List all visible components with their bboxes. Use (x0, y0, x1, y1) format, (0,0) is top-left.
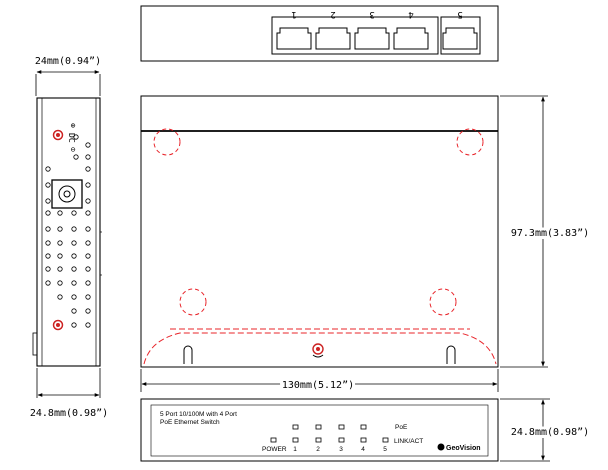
dc-label: DC (67, 133, 76, 143)
svg-text:GeoVision: GeoVision (446, 445, 481, 452)
port-number-4: 4 (408, 9, 414, 19)
dim-label-width: 130mm(5.12”) (281, 380, 355, 391)
port-number-1: 1 (291, 9, 297, 19)
side-clip (33, 333, 37, 355)
rj45-port-1 (277, 28, 311, 49)
model-text-line2: PoE Ethernet Switch (160, 419, 220, 426)
power-label: POWER (262, 446, 287, 453)
plan-view-outline (141, 96, 498, 367)
center-screw-icon (313, 344, 323, 357)
screw-bottom (54, 321, 63, 330)
dim-label-front-height: 24.8mm(0.98”) (510, 427, 590, 438)
polarity-minus-icon: ⊖ (70, 145, 76, 154)
geovision-logo (438, 444, 481, 453)
mount-hole-markers (154, 129, 483, 315)
rj45-port-5 (443, 28, 477, 49)
top-view (141, 6, 498, 61)
front-port-label-2: 2 (316, 446, 320, 453)
port-number-5: 5 (457, 9, 463, 19)
link-act-label: LINK/ACT (394, 438, 424, 445)
plan-view (141, 96, 589, 392)
port-block-5 (441, 17, 480, 54)
port-number-2: 2 (330, 9, 336, 19)
front-port-label-5: 5 (383, 446, 387, 453)
rj45-port-2 (316, 28, 350, 49)
poe-led-row (293, 425, 366, 429)
bottom-profile-outline (144, 333, 496, 364)
side-view (30, 56, 108, 419)
screw-top (54, 131, 63, 140)
front-panel (141, 399, 589, 461)
ventilation-holes (46, 135, 90, 327)
link-led-row (271, 438, 388, 442)
dim-label-height: 97.3mm(3.83”) (510, 228, 590, 239)
poe-label: PoE (395, 424, 408, 431)
rj45-port-4 (394, 28, 428, 49)
front-port-label-3: 3 (339, 446, 343, 453)
dc-jack (52, 180, 82, 208)
front-port-label-1: 1 (293, 446, 297, 453)
front-port-label-4: 4 (361, 446, 365, 453)
rj45-port-3 (355, 28, 389, 49)
polarity-plus-icon: ⊕ (70, 121, 76, 130)
model-text-line1: 5 Port 10/100M with 4 Port (160, 411, 237, 418)
port-number-3: 3 (369, 9, 375, 19)
dim-label-depth-top: 24mm(0.94”) (34, 56, 102, 67)
dim-label-depth-bottom: 24.8mm(0.98”) (29, 408, 109, 419)
